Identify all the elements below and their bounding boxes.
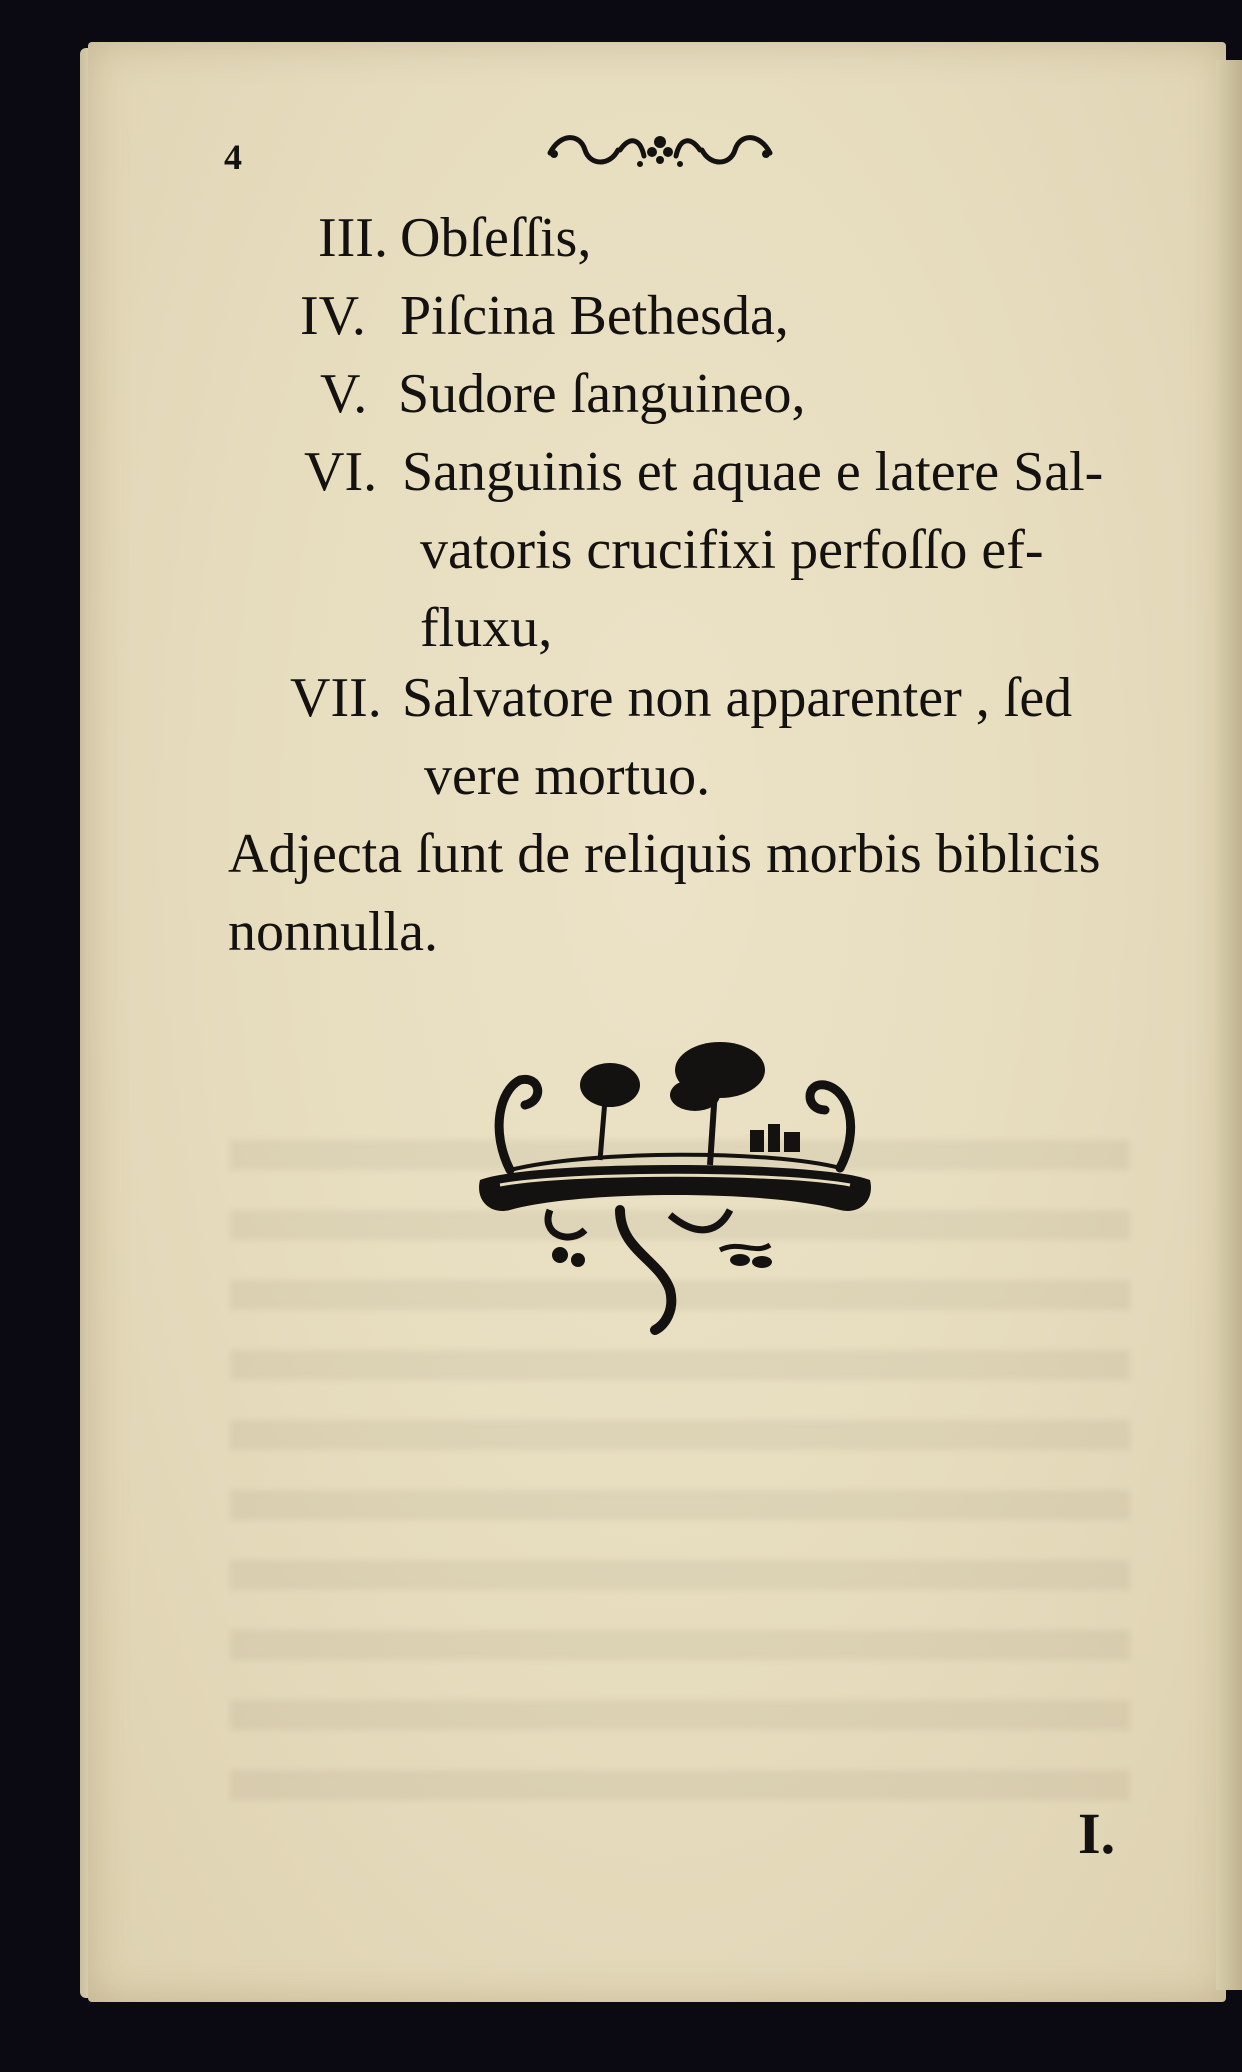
numeral-iv: IV. (300, 285, 366, 347)
numeral-vii: VII. (290, 667, 382, 729)
item-vii-line-1: Salvatore non apparenter , ſed (402, 667, 1073, 729)
item-iii-line-1: Obſeſſis, (400, 207, 592, 269)
item-vi-line-1: Sanguinis et aquae e latere Sal- (402, 441, 1104, 503)
headpiece-ornament-icon (540, 128, 780, 178)
closing-paragraph-line-1: Adjecta ſunt de reliquis morbis biblicis (228, 823, 1101, 885)
closing-paragraph-line-2: nonnulla. (228, 901, 438, 963)
numeral-iii: III. (318, 207, 388, 269)
numeral-vi: VI. (304, 441, 378, 503)
item-iv-line-1: Piſcina Bethesda, (400, 285, 789, 347)
item-v-line-1: Sudore ſanguineo, (398, 363, 806, 425)
page-number: 4 (224, 137, 242, 177)
signature-mark: I. (1078, 1801, 1116, 1866)
right-page-edge (1216, 60, 1242, 1990)
item-vii-line-2: vere mortuo. (424, 745, 711, 807)
woodcut-vignette-icon (470, 1040, 880, 1340)
item-vi-line-2: vatoris crucifixi perfoſſo ef- (420, 519, 1044, 581)
item-vi-line-3: fluxu, (420, 597, 553, 659)
numeral-v: V. (320, 363, 368, 425)
